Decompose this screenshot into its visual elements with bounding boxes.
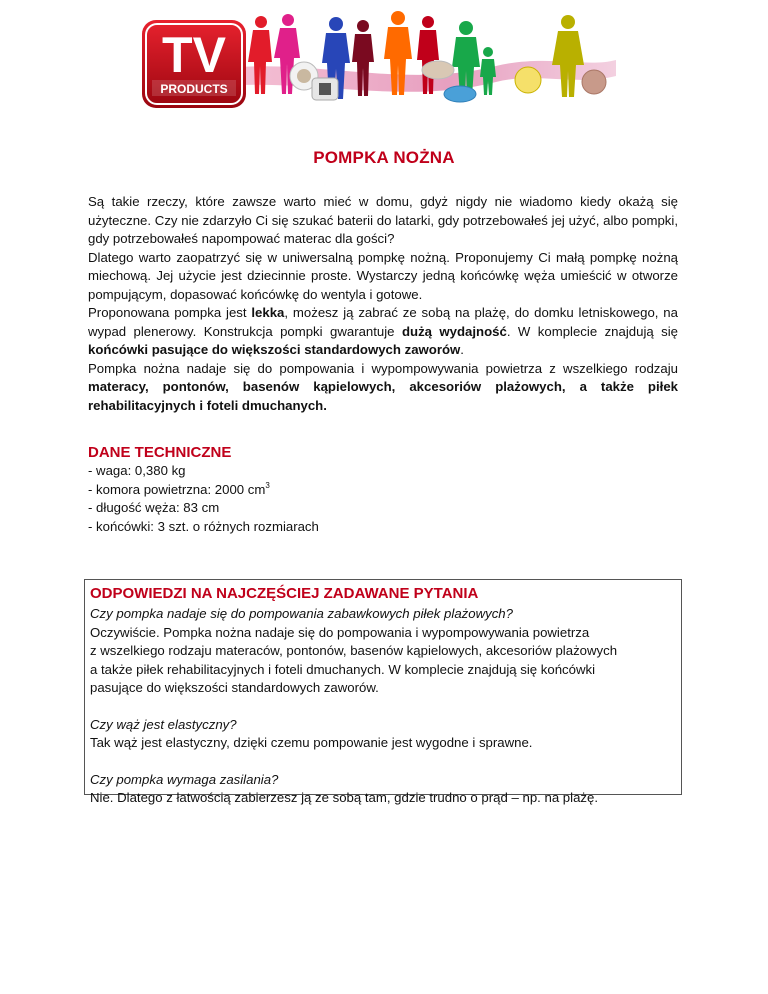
faq-answer-line: z wszelkiego rodzaju materaców, pontonów, basenów kąpielowych, akcesoriów plażowych (90, 643, 618, 658)
faq-question: Czy pompka nadaje się do pompowania zabawkowych piłek plażowych? (90, 606, 513, 621)
specs-list (88, 462, 319, 536)
header-banner (136, 10, 618, 110)
page-title: POMPKA NOŻNA (313, 148, 455, 167)
intro-text (88, 193, 678, 415)
faq-answer: Tak wąż jest elastyczny, dzięki czemu pompowanie jest wygodne i sprawne. (90, 735, 533, 750)
faq-question: Czy wąż jest elastyczny? (90, 716, 237, 732)
faq-answer: Nie. Dlatego z łatwością zabierzesz ją ze sobą tam, gdzie trudno o prąd – np. na plażę. (90, 790, 599, 805)
spec-tips: - końcówki: 3 szt. o różnych rozmiarach (88, 518, 319, 534)
header-banner-graphic (136, 10, 618, 110)
faq-box (84, 579, 682, 805)
intro-paragraph-1: Są takie rzeczy, które zawsze warto mieć w domu, gdyż nigdy nie wiadomo kiedy okażą się użyteczne. Czy nie zdarzyło Ci się szukać baterii do latarki, gdy potrzebowałeś jej użyć, albo pompki, gdy potrzebowałeś napompować materac dla gości? (88, 194, 678, 246)
faq-item (90, 605, 676, 698)
specs-heading: DANE TECHNICZNE (88, 444, 232, 461)
intro-paragraph-3: Proponowana pompka jest lekka, możesz ją zabrać ze sobą na plażę, do domku letniskowego, na wypad plenerowy. Konstrukcja pompki gwarantuje dużą wydajność. W komplecie znajdują się końcówki pasujące do większości standardowych zaworów. (88, 305, 678, 357)
spec-hose: - długość węża: 83 cm (88, 500, 220, 515)
intro-paragraph-2: Dlatego warto zaopatrzyć się w uniwersalną pompkę nożną. Proponujemy Ci małą pompkę nożną miechową. Jej użycie jest dziecinnie proste. Wystarczy jedną końcówkę węża umieścić w otworze pompującym, dopasować końcówkę do wentyla i gotowe. (88, 249, 678, 302)
logo-tv-text: TV (162, 27, 226, 83)
faq-item (90, 716, 676, 753)
spec-chamber: - komora powietrzna: 2000 $cm^3$ (88, 480, 270, 497)
faq-heading: ODPOWIEDZI NA NAJCZĘŚCIEJ ZADAWANE PYTANIA (90, 585, 479, 602)
intro-paragraph-4: Pompka nożna nadaje się do pompowania i wypompowywania powietrza z wszelkiego rodzaju materacy, pontonów, basenów kąpielowych, akcesoriów plażowych, a także piłek rehabilitacyjnych i foteli dmuchanych. (88, 360, 678, 413)
spec-weight: - waga: 0,380 kg (88, 463, 186, 478)
logo-products-text: PRODUCTS (160, 82, 228, 96)
faq-answer-line: a także piłek rehabilitacyjnych i foteli dmuchanych. W komplecie znajdują się końcówki (90, 661, 596, 677)
faq-question: Czy pompka wymaga zasilania? (90, 771, 279, 787)
faq-item (90, 771, 676, 808)
tv-products-logo (142, 20, 246, 108)
faq-answer-line: pasujące do większości standardowych zaworów. (90, 680, 379, 695)
faq-answer-line: Oczywiście. Pompka nożna nadaje się do pompowania i wypompowywania powietrza (90, 624, 590, 640)
